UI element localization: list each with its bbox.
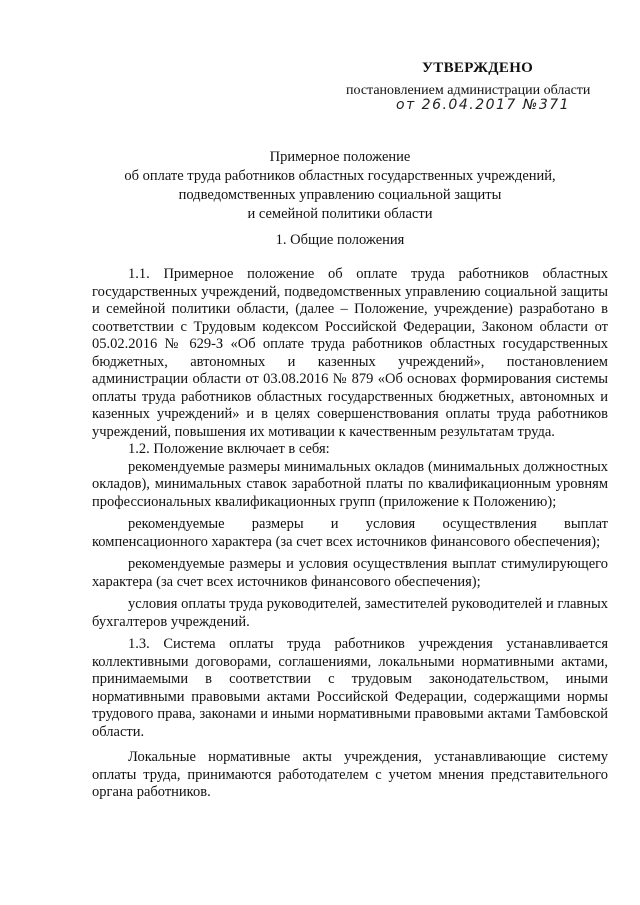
title-line-3: подведомственных управлению социальной защиты [178, 187, 502, 203]
title-line-4: и семейной политики области [247, 206, 433, 222]
approved-heading: УТВЕРЖДЕНО [422, 60, 534, 76]
approval-stamp [330, 60, 620, 113]
title-line-2: об оплате труда работников областных государственных учреждений, [124, 168, 556, 184]
paragraph-1-2: 1.2. Положение включает в себя: [128, 441, 330, 457]
list-item: рекомендуемые размеры и условия осуществления выплат компенсационного характера (за счет всех источников финансового обеспечения); [92, 516, 608, 550]
list-item: рекомендуемые размеры минимальных окладов (минимальных должностных окладов), минимальных ставок заработной платы по квалификационным уровням профессиональных квалификационных групп (приложение к Положению); [92, 458, 608, 510]
title-line-1: Примерное положение [269, 149, 411, 165]
handwritten-date-number: от 26.04.2017 №371 [396, 97, 571, 113]
section-heading: 1. Общие положения [275, 232, 405, 248]
paragraph-1-3: 1.3. Система оплаты труда работников учреждения устанавливается коллективными договорами, соглашениями, локальными нормативными актами, принимаемыми в соответствии с трудовым законодательством, иными нормативными правовыми актами Российской Федерации, содержащими нормы трудового права, законами и иными нормативными правовыми актами Тамбовской области. [92, 636, 608, 740]
approved-by: постановлением администрации области [346, 83, 591, 98]
paragraph-local-acts: Локальные нормативные акты учреждения, устанавливающие систему оплаты труда, принимаются работодателем с учетом мнения представительного органа работников. [92, 749, 608, 800]
document-body [92, 266, 608, 802]
document-title [90, 148, 590, 224]
list-item: условия оплаты труда руководителей, заместителей руководителей и главных бухгалтеров учреждений. [92, 596, 608, 630]
paragraph-1-1: 1.1. Примерное положение об оплате труда работников областных государственных учреждений, подведомственных управлению социальной защиты и семейной политики области, (далее – Положение, учреждение) разработано в соответствии с Трудовым кодексом Российской Федерации, Законом области от 05.02.2016 № 629-З «Об оплате труда работников областных государственных бюджетных, автономных и казенных учреждений», постановлением администрации области от 03.08.2016 № 879 «Об основах формирования системы оплаты труда работников областных государственных бюджетных, автономных и казенных учреждений» и в целях совершенствования оплаты труда работников учреждений, повышения их мотивации к качественным результатам труда. [92, 266, 608, 440]
list-item: рекомендуемые размеры и условия осуществления выплат стимулирующего характера (за счет всех источников финансового обеспечения); [92, 556, 608, 590]
